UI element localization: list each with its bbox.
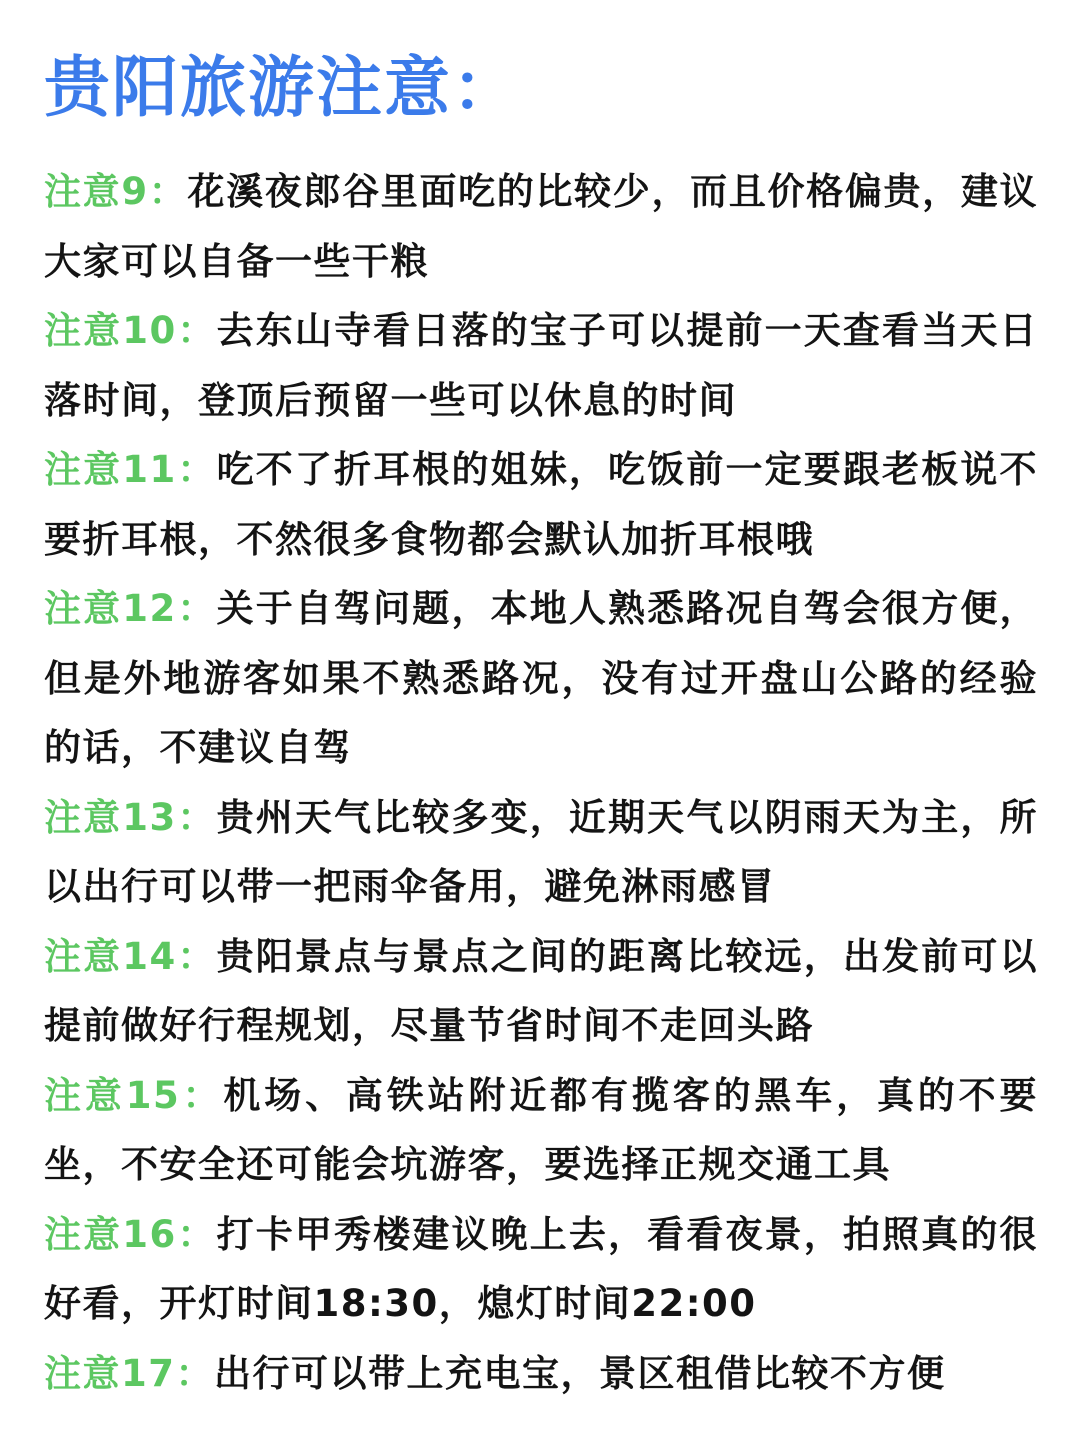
note-text: 贵州天气比较多变，近期天气以阴雨天为主，所以出行可以带一把雨伞备用，避免淋雨感冒: [44, 795, 1038, 908]
note-label: 注意14：: [44, 934, 217, 978]
note-item: [44, 574, 1038, 783]
note-text: 吃不了折耳根的姐妹，吃饭前一定要跟老板说不要折耳根，不然很多食物都会默认加折耳根哦: [44, 448, 1038, 561]
notes-list: [44, 157, 1038, 1408]
note-text: 出行可以带上充电宝，景区租借比较不方便: [214, 1351, 946, 1395]
note-item: [44, 157, 1038, 296]
note-item: [44, 1061, 1038, 1200]
note-label: 注意9：: [44, 170, 188, 213]
note-label: 注意11：: [44, 448, 217, 491]
note-item: [44, 296, 1038, 435]
note-item: [44, 435, 1038, 574]
note-label: 注意13：: [44, 795, 217, 839]
note-text: 花溪夜郎谷里面吃的比较少，而且价格偏贵，建议大家可以自备一些干粮: [44, 170, 1039, 283]
note-item: [44, 1339, 1038, 1409]
note-text: 关于自驾问题，本地人熟悉路况自驾会很方便，但是外地游客如果不熟悉路况，没有过开盘山公路的经验的话，不建议自驾: [44, 587, 1038, 769]
note-label: 注意10：: [44, 309, 217, 352]
page-title: 贵阳旅游注意：: [44, 49, 520, 126]
note-label: 注意16：: [44, 1212, 217, 1256]
note-item: [44, 922, 1038, 1061]
note-label: 注意17：: [44, 1351, 214, 1395]
note-text: 打卡甲秀楼建议晚上去，看看夜景，拍照真的很好看，开灯时间18:30，熄灯时间22:00: [44, 1212, 1038, 1325]
note-label: 注意12：: [44, 587, 217, 630]
note-item: [44, 783, 1038, 922]
note-item: [44, 1200, 1038, 1339]
note-text: 机场、高铁站附近都有揽客的黑车，真的不要坐，不安全还可能会坑游客，要选择正规交通工具: [44, 1073, 1038, 1186]
note-label: 注意15：: [44, 1073, 224, 1117]
note-text: 贵阳景点与景点之间的距离比较远，出发前可以提前做好行程规划，尽量节省时间不走回头路: [44, 934, 1038, 1047]
note-text: 去东山寺看日落的宝子可以提前一天查看当天日落时间，登顶后预留一些可以休息的时间: [44, 309, 1038, 422]
